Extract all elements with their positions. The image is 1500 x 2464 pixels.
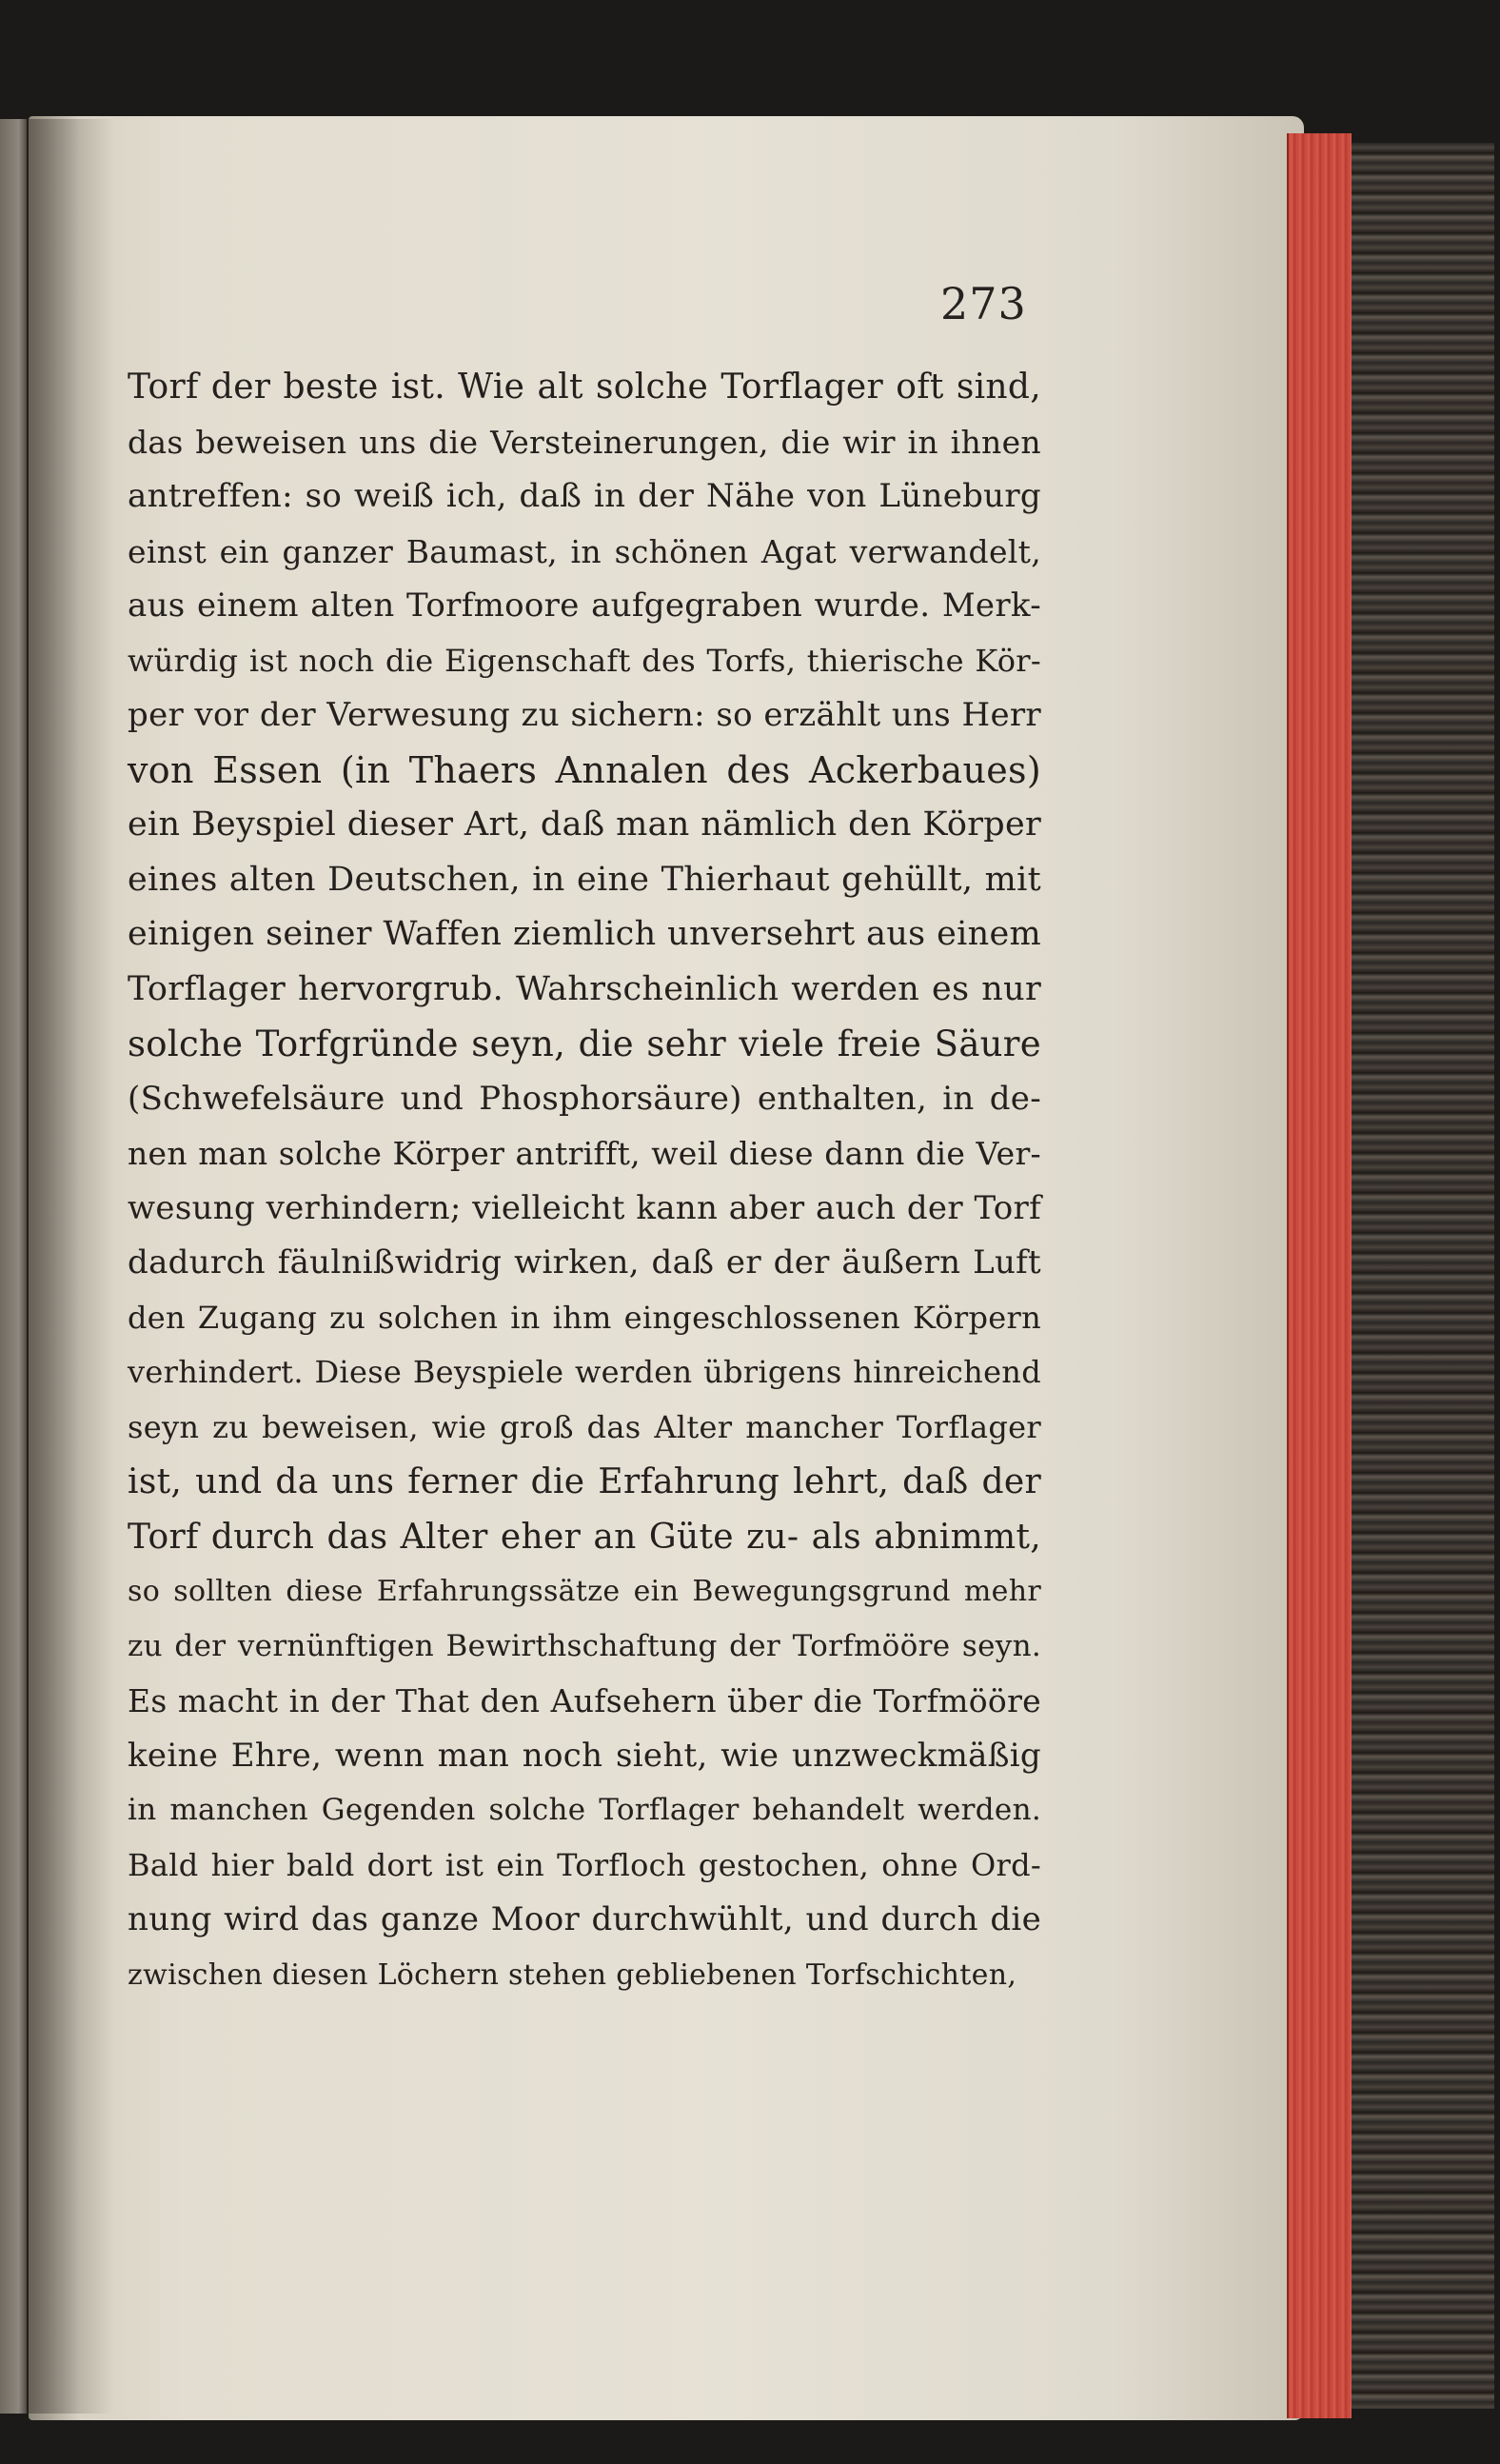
text-line: nen man solche Körper antrifft, weil diese dann die Ver- [128, 1135, 1041, 1172]
text-line: ist, und da uns ferner die Erfahrung lehrt, daß der [128, 1462, 1041, 1501]
text-line: Torf durch das Alter eher an Güte zu- als abnimmt, [128, 1517, 1041, 1557]
text-line: von Essen (in Thaers Annalen des Ackerbaues) [128, 748, 1041, 791]
text-line: einst ein ganzer Baumast, in schönen Agat verwandelt, [128, 532, 1041, 570]
text-line: solche Torfgründe seyn, die sehr viele freie Säure [128, 1023, 1041, 1064]
text-line: verhindert. Diese Beyspiele werden übrigens hinreichend [128, 1354, 1041, 1390]
text-line: Bald hier bald dort ist ein Torfloch gestochen, ohne Ord- [128, 1846, 1041, 1883]
text-line: einigen seiner Waffen ziemlich unversehrt aus einem [128, 915, 1041, 953]
binding-shadow [0, 119, 114, 2414]
text-line: ein Beyspiel dieser Art, daß man nämlich den Körper [128, 805, 1041, 844]
text-line: wesung verhindern; vielleicht kann aber auch der Torf [128, 1188, 1041, 1227]
text-line: Torflager hervorgrub. Wahrscheinlich werden es nur [128, 969, 1041, 1008]
text-line: zwischen diesen Löchern stehen gebliebenen Torfschichten, [128, 1957, 1017, 1992]
text-line: in manchen Gegenden solche Torflager behandelt werden. [128, 1793, 1041, 1827]
text-line: eines alten Deutschen, in eine Thierhaut gehüllt, mit [128, 860, 1041, 899]
text-line: (Schwefelsäure und Phosphorsäure) enthalten, in de- [128, 1079, 1041, 1118]
red-page-edges [1287, 133, 1352, 2418]
text-line: per vor der Verwesung zu sichern: so erzählt uns Herr [128, 696, 1041, 734]
text-line: antreffen: so weiß ich, daß in der Nähe von Lüneburg [128, 477, 1041, 515]
text-line: so sollten diese Erfahrungssätze ein Bewegungsgrund mehr [128, 1575, 1041, 1608]
text-line: seyn zu beweisen, wie groß das Alter mancher Torflager [128, 1408, 1041, 1445]
text-line: dadurch fäulnißwidrig wirken, daß er der äußern Luft [128, 1243, 1041, 1282]
page-number: 273 [940, 278, 1027, 329]
text-line: würdig ist noch die Eigenschaft des Torfs, thierische Kör- [128, 642, 1041, 679]
text-line: zu der vernünftigen Bewirthschaftung der Torfmööre seyn. [128, 1628, 1041, 1663]
text-line: das beweisen uns die Versteinerungen, die wir in ihnen [128, 423, 1041, 461]
text-line: den Zugang zu solchen in ihm eingeschlossenen Körpern [128, 1299, 1041, 1336]
text-line: Es macht in der That den Aufsehern über die Torfmööre [128, 1682, 1041, 1719]
body-text [128, 360, 1041, 2002]
text-line: nung wird das ganze Moor durchwühlt, und durch die [128, 1900, 1041, 1938]
text-line: keine Ehre, wenn man noch sieht, wie unzweckmäßig [128, 1736, 1041, 1775]
text-line: aus einem alten Torfmoore aufgegraben wurde. Merk- [128, 586, 1041, 625]
book-cover-edge [1352, 143, 1494, 2409]
text-line: Torf der beste ist. Wie alt solche Torflager oft sind, [128, 368, 1041, 407]
